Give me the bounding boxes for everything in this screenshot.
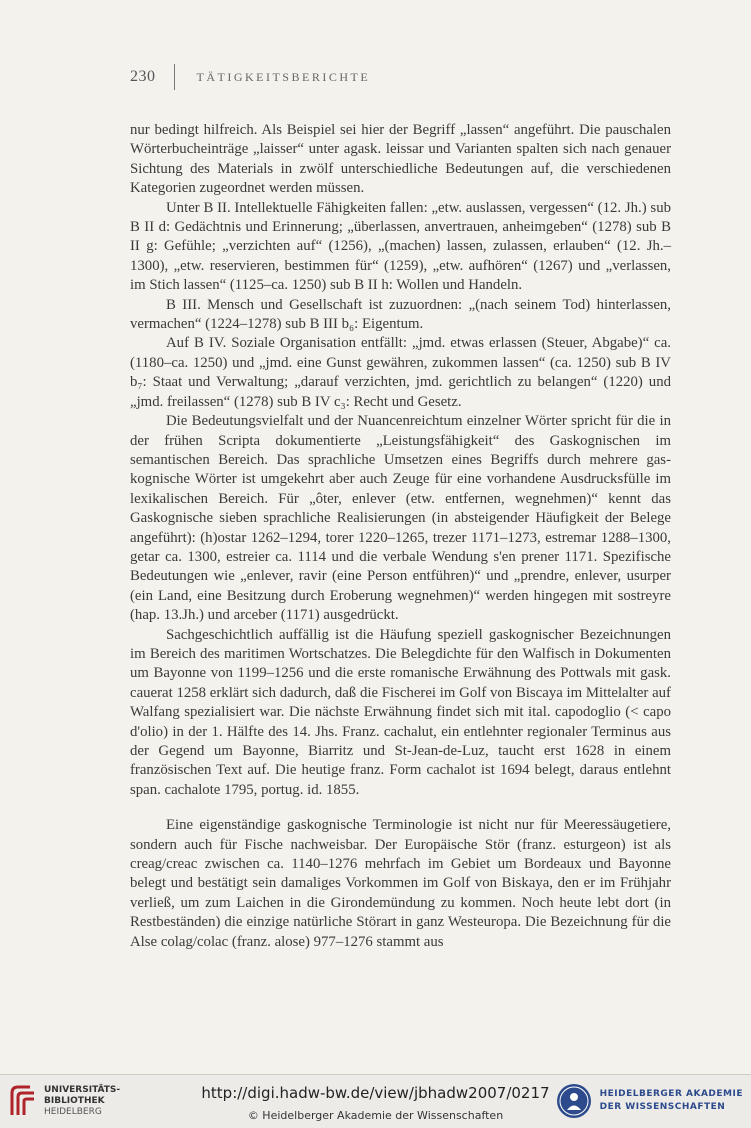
header-divider (174, 64, 175, 90)
library-name-line2: BIBLIOTHEK (44, 1095, 105, 1106)
running-head (130, 62, 370, 92)
academy-logo[interactable] (554, 1081, 743, 1121)
paragraph: Auf B IV. Soziale Organisation entfällt: „jmd. etwas erlassen (Steuer, Abgabe)“ ca. (1180–ca. 1250) und „jmd. eine Gunst gewähren, zukommen lassen“ (ca. 1250) sub B IV b₇: Staat und Verwaltung; „darauf verzichten, jmd. gerichtlich zu belangen“ (1220) und „jmd. freilassen“ (1278) sub B IV c₃: Recht und Gesetz. (130, 335, 671, 410)
viewer-footer (0, 1074, 751, 1128)
library-name-line3: HEIDELBERG (44, 1106, 102, 1117)
paragraph: B III. Mensch und Gesellschaft ist zuzuordnen: „(nach seinem Tod) hinterlassen, vermachen“ (1224–1278) sub B III b₆: Eigentum. (130, 296, 671, 333)
academy-name-line1: HEIDELBERGER AKADEMIE (599, 1089, 743, 1099)
academy-seal-icon (554, 1081, 594, 1121)
academy-name-line2: DER WISSENSCHAFTEN (599, 1102, 726, 1112)
paragraph: Unter B II. Intellektuelle Fähigkeiten fallen: „etw. auslassen, vergessen“ (12. Jh.) sub B II d: Gedächtnis und Erinnerung; „überlassen, anvertrauen, anheimgeben“ (1278) sub B II g: Gefühle; „verzichten auf“ (1256), „(machen) lassen, zulassen, erlauben“ (12. Jh.–1300), „etw. reservieren, bestimmen für“ (1259), „etw. aufhören“ (1267) und „verlassen, im Stich lassen“ (1125–ca. 1250) sub B II h: Wollen und Handeln. (130, 199, 671, 294)
section-title: TÄTIGKEITSBERICHTE (196, 69, 371, 84)
body-text (130, 121, 671, 952)
paragraph: Eine eigenständige gaskognische Terminologie ist nicht nur für Meeressäugetiere, sondern auch für Fische nachweisbar. Der Europäische Stör (franz. esturgeon) ist als creag/creac zwischen ca. 1140–1276 mehrfach im Gebiet um Bordeaux und Bayonne belegt und bestätigt sein damaliges Vorkommen im Golf von Biskaya, den er im Frühjahr verließ, um zum Laichen in die Girondemündung zu kommen. Noch heute lebt dort (in Restbeständen) die einzige natürliche Störart in ganz Westeuropa. Die Bezeichnung für die Alse colag/colac (franz. alose) 977–1276 stammt aus (130, 817, 671, 950)
paragraph: Sachgeschichtlich auffällig ist die Häufung speziell gaskognischer Bezeichnungen im Bereich des maritimen Wortschatzes. Die Belegdichte für den Walfisch in Dokumenten um Bayonne von 1199–1256 und die erste romanische Erwähnung des Pottwals mit gask. cauerat 1258 erklärt sich dadurch, daß die Fischerei im Golf von Biscaya im Mittelalter auf Walfang spezialisiert war. Die nächste Erwähnung findet sich mit ital. capodoglio (< capo d'olio) in der 1. Hälfte des 14. Jhs. Franz. cachalut, ein entlehnter regionaler Terminus aus der Gegend um Bayonne, Biarritz und St-Jean-de-Luz, taucht erst 1628 in einem französischen Text auf. Die heutige franz. Form cachalot ist 1694 belegt, daraus entlehnt span. cachalote 1795, portug. id. 1855. (130, 626, 671, 798)
page-number: 230 (130, 68, 156, 85)
paragraph: Die Bedeutungsvielfalt und der Nuancenreichtum einzelner Wörter spricht für die in der frühen Scripta dokumentierte „Leistungsfähigkeit“ des Gaskognischen im semantischen Bereich. Das sprachliche Umsetzen eines Begriffs durch mehrere gaskognische Wörter ist umgekehrt aber auch Zeuge für eine vorhandene Ausdrucksfülle im lexikalischen Bereich. Für „ôter, enlever (etw. entfernen, wegnehmen)“ kennt das Gaskognische sieben sprachliche Realisierungen (in absteigender Häufigkeit der Belege angeführt): (h)ostar 1262–1294, torer 1220–1265, trezer 1171–1273, estremar 1288–1300, getar ca. 1300, estreier ca. 1114 und die verbale Wendung s'en prener 1171. Spezifische Bedeutungen wie „enlever, ravir (eine Person entführen)“ und „prendre, enlever, usurper (ein Land, eine Besitzung durch Eroberung wegnehmen)“ werden hingegen mit sostreyre (hap. 13.Jh.) und arceber (1171) ausgedrückt. (130, 413, 671, 624)
permalink-url[interactable]: http://digi.hadw-bw.de/view/jbhadw2007/0217 (201, 1084, 550, 1102)
paragraph: nur bedingt hilfreich. Als Beispiel sei hier der Begriff „lassen“ angeführt. Die pauschalen Wörterbucheinträge „laisser“ unter agask. leissar und Varianten spalten sich nach genauer Sichtung des Materials in zwölf unterschiedliche Bedeutungen auf, die verschiedenen Kategorien zugeordnet werden müssen. (130, 122, 671, 197)
library-name-line1: UNIVERSITÄTS- (44, 1084, 121, 1095)
copyright-notice: © Heidelberger Akademie der Wissenschaften (247, 1109, 504, 1122)
